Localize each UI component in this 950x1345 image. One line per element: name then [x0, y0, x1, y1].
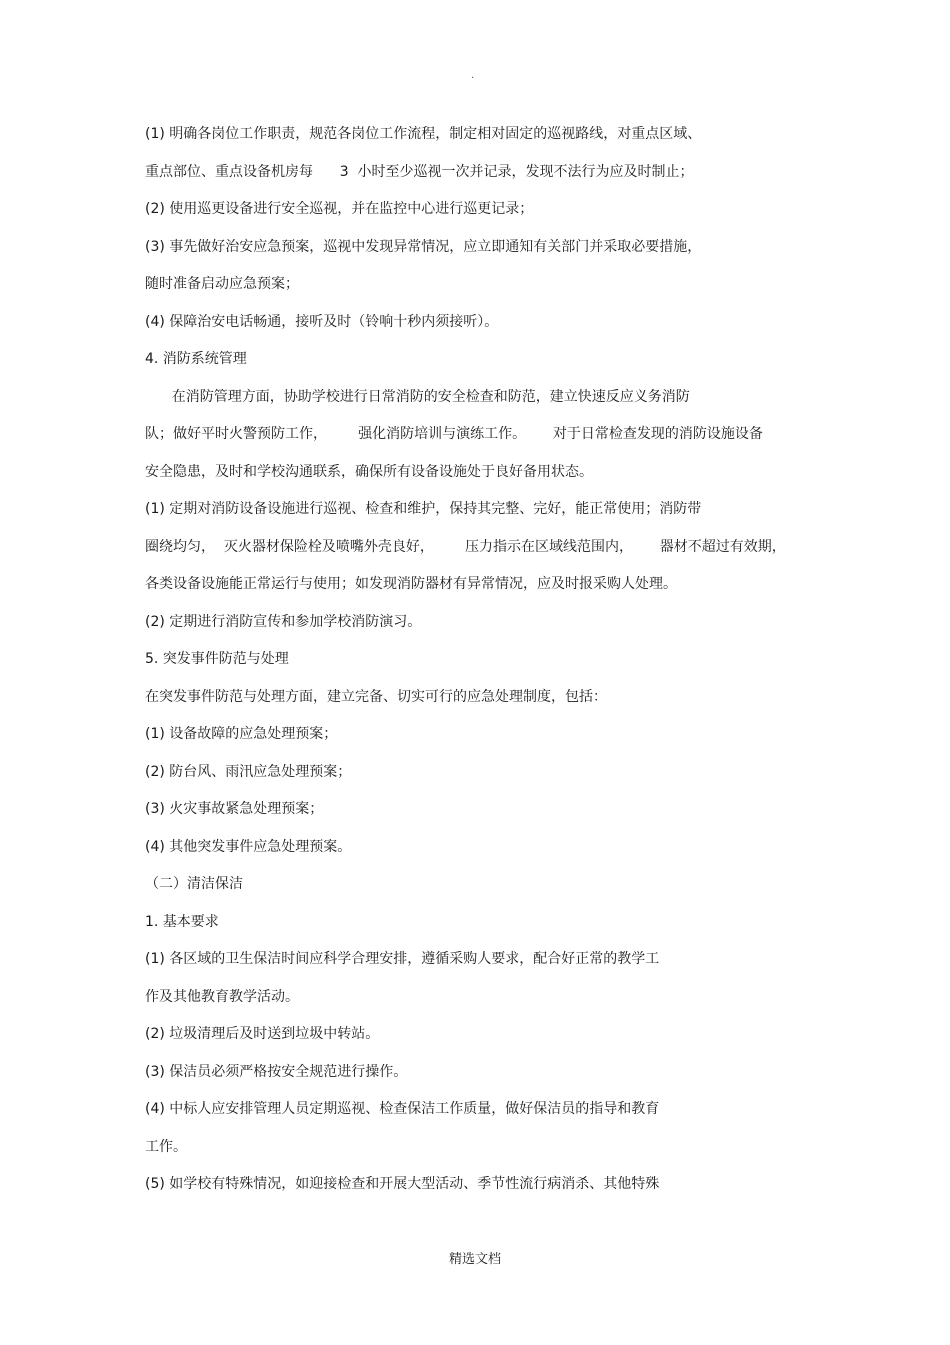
text-line: 工作。 — [145, 1138, 187, 1155]
text-line: (2) 使用巡更设备进行安全巡视，并在监控中心进行巡更记录； — [145, 201, 534, 217]
text-line: 4. 消防系统管理 — [145, 351, 247, 367]
text-line: （二）清洁保洁 — [145, 876, 243, 892]
text-line: 在消防管理方面，协助学校进行日常消防的安全检查和防范，建立快速反应义务消防 — [145, 388, 690, 405]
text-line: (2) 定期进行消防宣传和参加学校消防演习。 — [145, 613, 422, 630]
text-line: (3) 保洁员必须严格按安全规范进行操作。 — [145, 1063, 408, 1080]
text-line: 安全隐患，及时和学校沟通联系，确保所有设备设施处于良好备用状态。 — [145, 463, 593, 480]
text-line: 作及其他教育教学活动。 — [145, 988, 299, 1005]
text-line: (5) 如学校有特殊情况，如迎接检查和开展大型活动、季节性流行病消杀、其他特殊 — [145, 1176, 660, 1192]
text-line: 重点部位、重点设备机房每 3 小时至少巡视一次并记录，发现不法行为应及时制止； — [145, 163, 694, 180]
text-line: (2) 防台风、雨汛应急处理预案； — [145, 763, 352, 780]
text-line: 各类设备设施能正常运行与使用；如发现消防器材有异常情况，应及时报采购人处理。 — [145, 576, 677, 592]
text-line: (3) 火灾事故紧急处理预案； — [145, 801, 324, 817]
text-line: (1) 设备故障的应急处理预案； — [145, 726, 338, 742]
text-line: 圈绕均匀， 灭火器材保险栓及喷嘴外壳良好， 压力指示在区域线范围内， 器材不超过有效期， — [145, 538, 786, 555]
page-footer: 精选文档 — [448, 1252, 501, 1267]
text-line: 1. 基本要求 — [145, 913, 219, 930]
text-line: (4) 中标人应安排管理人员定期巡视、检查保洁工作质量，做好保洁员的指导和教育 — [145, 1101, 660, 1117]
text-line: (3) 事先做好治安应急预案，巡视中发现异常情况，应立即通知有关部门并采取必要措施， — [145, 238, 702, 255]
text-line: 在突发事件防范与处理方面，建立完备、切实可行的应急处理制度，包括： — [145, 688, 607, 705]
text-line: 队；做好平时火警预防工作， 强化消防培训与演练工作。 对于日常检查发现的消防设施设备 — [145, 426, 763, 442]
text-line: (4) 其他突发事件应急处理预案。 — [145, 838, 352, 855]
header-mark: . — [471, 70, 475, 81]
text-line: (2) 垃圾清理后及时送到垃圾中转站。 — [145, 1026, 380, 1042]
text-line: 随时准备启动应急预案； — [145, 276, 299, 292]
text-line: (1) 明确各岗位工作职责，规范各岗位工作流程，制定相对固定的巡视路线，对重点区域、 — [145, 126, 702, 142]
text-line: (1) 定期对消防设备设施进行巡视、检查和维护，保持其完整、完好，能正常使用；消防带 — [145, 501, 702, 517]
text-line: (1) 各区域的卫生保洁时间应科学合理安排，遵循采购人要求，配合好正常的教学工 — [145, 951, 660, 967]
text-line: 5. 突发事件防范与处理 — [145, 651, 289, 667]
text-line: (4) 保障治安电话畅通，接听及时（铃响十秒内须接听）。 — [145, 313, 499, 330]
